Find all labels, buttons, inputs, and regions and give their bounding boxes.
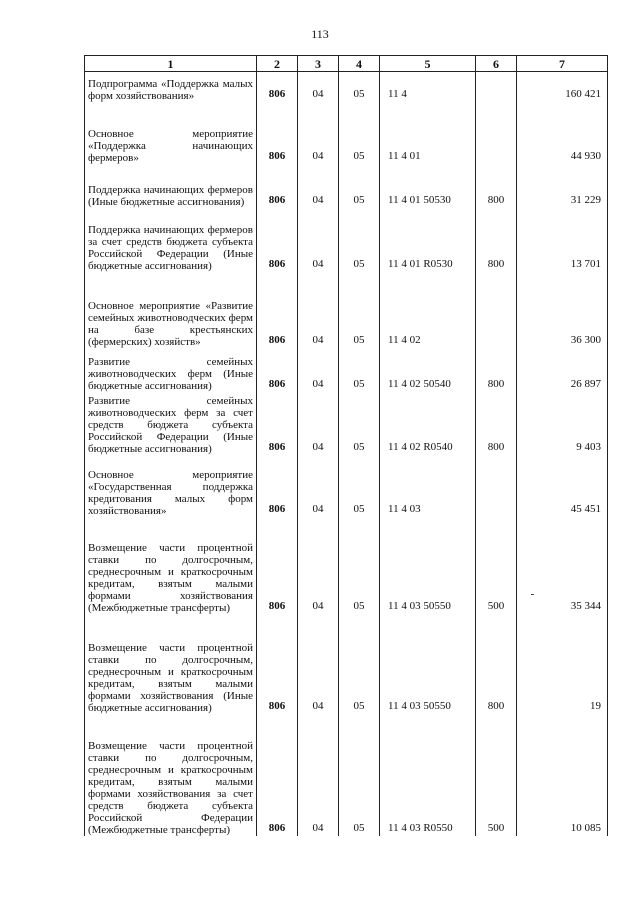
expense-type-cell: 800 bbox=[476, 614, 517, 714]
admin-code-cell: 806 bbox=[257, 348, 298, 392]
amount-cell: 36 300 bbox=[517, 272, 608, 348]
section-code-cell: 04 bbox=[298, 72, 339, 102]
table-row bbox=[85, 72, 608, 102]
row-name-cell: Поддержка начинающих фермеров (Иные бюджетные ассигнования) bbox=[85, 164, 257, 208]
target-code-cell: 11 4 01 R0530 bbox=[380, 208, 476, 272]
subsection-code-cell: 05 bbox=[339, 392, 380, 455]
row-name-cell: Возмещение части процентной ставки по долгосрочным, среднесрочным и краткосрочным кредитам, взятым малыми формами хозяйствования (Иные бюджетные ассигнования) bbox=[85, 614, 257, 714]
page-number: 113 bbox=[311, 27, 329, 41]
header-col-6: 6 bbox=[476, 56, 517, 72]
amount-cell: 13 701 bbox=[517, 208, 608, 272]
expense-type-cell: 500 bbox=[476, 517, 517, 614]
section-code-cell: 04 bbox=[298, 164, 339, 208]
admin-code-cell: 806 bbox=[257, 455, 298, 517]
expense-type-cell: 800 bbox=[476, 348, 517, 392]
header-col-2: 2 bbox=[257, 56, 298, 72]
expense-type-cell bbox=[476, 272, 517, 348]
section-code-cell: 04 bbox=[298, 714, 339, 836]
table-row bbox=[85, 714, 608, 836]
target-code-cell: 11 4 01 50530 bbox=[380, 164, 476, 208]
target-code-cell: 11 4 02 bbox=[380, 272, 476, 348]
expense-type-cell bbox=[476, 455, 517, 517]
target-code-cell: 11 4 03 bbox=[380, 455, 476, 517]
row-name-cell: Возмещение части процентной ставки по долгосрочным, среднесрочным и краткосрочным кредитам, взятым малыми формами хозяйствования (Межбюджетные трансферты) bbox=[85, 517, 257, 614]
subsection-code-cell: 05 bbox=[339, 348, 380, 392]
row-name-cell: Возмещение части процентной ставки по долгосрочным, среднесрочным и краткосрочным кредитам, взятым малыми формами хозяйствования за счет средств бюджета субъекта Российской Федерации (Межбюджетные трансферты) bbox=[85, 714, 257, 836]
expense-type-cell: 500 bbox=[476, 714, 517, 836]
subsection-code-cell: 05 bbox=[339, 517, 380, 614]
table-row bbox=[85, 517, 608, 614]
subsection-code-cell: 05 bbox=[339, 208, 380, 272]
amount-cell: 45 451 bbox=[517, 455, 608, 517]
admin-code-cell: 806 bbox=[257, 392, 298, 455]
admin-code-cell: 806 bbox=[257, 72, 298, 102]
target-code-cell: 11 4 03 R0550 bbox=[380, 714, 476, 836]
section-code-cell: 04 bbox=[298, 455, 339, 517]
amount-cell: 160 421 bbox=[517, 72, 608, 102]
expense-type-cell: 800 bbox=[476, 392, 517, 455]
amount-cell: 26 897 bbox=[517, 348, 608, 392]
subsection-code-cell: 05 bbox=[339, 455, 380, 517]
amount-cell: 19 bbox=[517, 614, 608, 714]
header-col-5: 5 bbox=[380, 56, 476, 72]
header-row bbox=[85, 56, 608, 72]
budget-table bbox=[84, 55, 608, 836]
admin-code-cell: 806 bbox=[257, 272, 298, 348]
row-name-cell: Основное мероприятие «Развитие семейных животноводческих ферм на базе крестьянских (фермерских) хозяйств» bbox=[85, 272, 257, 348]
row-name-cell: Развитие семейных животноводческих ферм (Иные бюджетные ассигнования) bbox=[85, 348, 257, 392]
table-row bbox=[85, 102, 608, 164]
admin-code-cell: 806 bbox=[257, 714, 298, 836]
target-code-cell: 11 4 bbox=[380, 72, 476, 102]
table-row bbox=[85, 208, 608, 272]
table-row bbox=[85, 348, 608, 392]
section-code-cell: 04 bbox=[298, 517, 339, 614]
admin-code-cell: 806 bbox=[257, 164, 298, 208]
amount-cell: 10 085 bbox=[517, 714, 608, 836]
row-name-cell: Основное мероприятие «Поддержка начинающих фермеров» bbox=[85, 102, 257, 164]
section-code-cell: 04 bbox=[298, 392, 339, 455]
expense-type-cell: 800 bbox=[476, 164, 517, 208]
header-col-1: 1 bbox=[85, 56, 257, 72]
header-col-4: 4 bbox=[339, 56, 380, 72]
subsection-code-cell: 05 bbox=[339, 272, 380, 348]
header-col-3: 3 bbox=[298, 56, 339, 72]
target-code-cell: 11 4 03 50550 bbox=[380, 517, 476, 614]
admin-code-cell: 806 bbox=[257, 102, 298, 164]
subsection-code-cell: 05 bbox=[339, 714, 380, 836]
target-code-cell: 11 4 03 50550 bbox=[380, 614, 476, 714]
section-code-cell: 04 bbox=[298, 272, 339, 348]
subsection-code-cell: 05 bbox=[339, 614, 380, 714]
section-code-cell: 04 bbox=[298, 102, 339, 164]
amount-cell: 35 344 bbox=[517, 517, 608, 614]
stray-mark bbox=[531, 594, 534, 595]
admin-code-cell: 806 bbox=[257, 208, 298, 272]
table-row bbox=[85, 164, 608, 208]
admin-code-cell: 806 bbox=[257, 517, 298, 614]
amount-cell: 44 930 bbox=[517, 102, 608, 164]
admin-code-cell: 806 bbox=[257, 614, 298, 714]
amount-cell: 31 229 bbox=[517, 164, 608, 208]
table-row bbox=[85, 272, 608, 348]
target-code-cell: 11 4 02 R0540 bbox=[380, 392, 476, 455]
row-name-cell: Поддержка начинающих фермеров за счет средств бюджета субъекта Российской Федерации (Иные бюджетные ассигнования) bbox=[85, 208, 257, 272]
table-row bbox=[85, 392, 608, 455]
section-code-cell: 04 bbox=[298, 208, 339, 272]
amount-cell: 9 403 bbox=[517, 392, 608, 455]
expense-type-cell bbox=[476, 72, 517, 102]
subsection-code-cell: 05 bbox=[339, 164, 380, 208]
table-row bbox=[85, 614, 608, 714]
subsection-code-cell: 05 bbox=[339, 102, 380, 164]
subsection-code-cell: 05 bbox=[339, 72, 380, 102]
target-code-cell: 11 4 01 bbox=[380, 102, 476, 164]
table-row bbox=[85, 455, 608, 517]
row-name-cell: Основное мероприятие «Государственная поддержка кредитования малых форм хозяйствования» bbox=[85, 455, 257, 517]
expense-type-cell bbox=[476, 102, 517, 164]
section-code-cell: 04 bbox=[298, 614, 339, 714]
row-name-cell: Подпрограмма «Поддержка малых форм хозяйствования» bbox=[85, 72, 257, 102]
target-code-cell: 11 4 02 50540 bbox=[380, 348, 476, 392]
row-name-cell: Развитие семейных животноводческих ферм за счет средств бюджета субъекта Российской Федерации (Иные бюджетные ассигнования) bbox=[85, 392, 257, 455]
header-col-7: 7 bbox=[517, 56, 608, 72]
expense-type-cell: 800 bbox=[476, 208, 517, 272]
section-code-cell: 04 bbox=[298, 348, 339, 392]
